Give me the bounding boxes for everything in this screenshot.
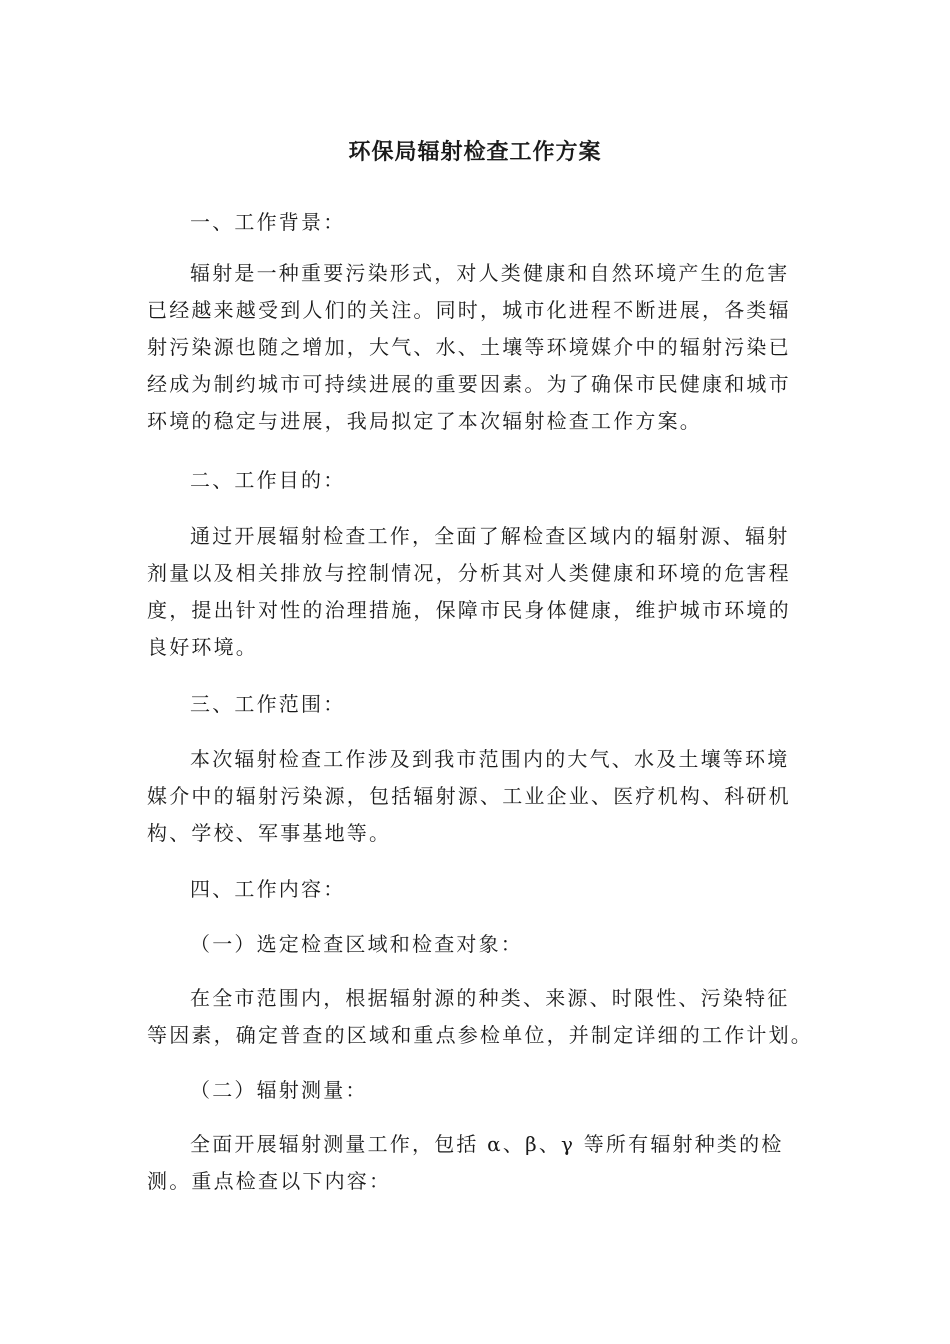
- paragraph-line: 已经越来越受到人们的关注。同时，城市化进程不断进展，各类辐: [147, 298, 791, 322]
- paragraph-line: 经成为制约城市可持续进展的重要因素。为了确保市民健康和城市: [147, 372, 791, 396]
- paragraph-line: 射污染源也随之增加，大气、水、土壤等环境媒介中的辐射污染已: [147, 335, 791, 359]
- paragraph-line: 通过开展辐射检查工作，全面了解检查区域内的辐射源、辐射: [190, 524, 790, 548]
- paragraph-line: 构、学校、军事基地等。: [147, 821, 392, 845]
- paragraph-line: 环境的稳定与进展，我局拟定了本次辐射检查工作方案。: [147, 409, 702, 433]
- heading-content: 四、工作内容：: [190, 877, 346, 901]
- paragraph-line: 辐射是一种重要污染形式，对人类健康和自然环境产生的危害: [190, 261, 790, 285]
- paragraph-line: 良好环境。: [147, 635, 258, 659]
- heading-scope: 三、工作范围：: [190, 692, 346, 716]
- paragraph-line: 媒介中的辐射污染源，包括辐射源、工业企业、医疗机构、科研机: [147, 784, 791, 808]
- paragraph-line: 本次辐射检查工作涉及到我市范围内的大气、水及土壤等环境: [190, 747, 790, 771]
- document-title: 环保局辐射检查工作方案: [348, 140, 602, 165]
- paragraph-line: 等因素，确定普查的区域和重点参检单位，并制定详细的工作计划。: [147, 1023, 813, 1047]
- heading-background: 一、工作背景：: [190, 210, 346, 234]
- subheading-select-area: （一）选定检查区域和检查对象：: [190, 932, 523, 956]
- paragraph-line: 测。重点检查以下内容：: [147, 1169, 392, 1193]
- paragraph-line: 全面开展辐射测量工作，包括 α、β、γ 等所有辐射种类的检: [190, 1132, 784, 1156]
- paragraph-line: 度，提出针对性的治理措施，保障市民身体健康，维护城市环境的: [147, 598, 791, 622]
- heading-purpose: 二、工作目的：: [190, 468, 346, 492]
- paragraph-line: 在全市范围内，根据辐射源的种类、来源、时限性、污染特征: [190, 986, 790, 1010]
- paragraph-line: 剂量以及相关排放与控制情况，分析其对人类健康和环境的危害程: [147, 561, 791, 585]
- subheading-measurement: （二）辐射测量：: [190, 1078, 368, 1102]
